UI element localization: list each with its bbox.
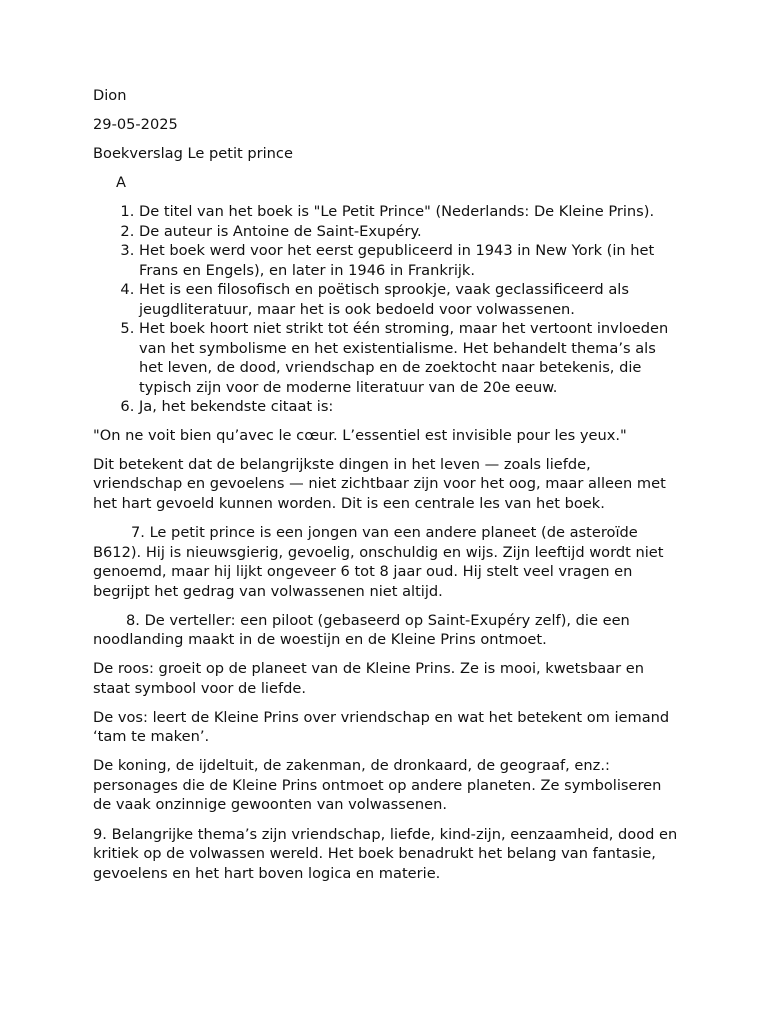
quote: "On ne voit bien qu’avec le cœur. L’essentiel est invisible pour les yeux." — [93, 426, 627, 444]
answer-6: 6. Ja, het bekendste citaat is: — [139, 397, 683, 417]
answer-2: 2. De auteur is Antoine de Saint-Exupéry. — [139, 222, 683, 242]
answer-1: 1. De titel van het boek is "Le Petit Prince" (Nederlands: De Kleine Prins). — [139, 202, 683, 222]
other-characters: De koning, de ijdeltuit, de zakenman, de dronkaard, de geograaf, enz.: personages die de Kleine Prins ontmoet op andere planeten. Ze symboliseren de vaak onzinnige gewoonten van volwassenen. — [93, 757, 662, 814]
answer-8: 8. De verteller: een piloot (gebaseerd op Saint-Exupéry zelf), die een noodlanding maakt in de woestijn en de Kleine Prins ontmoet. — [93, 611, 630, 649]
document-page — [93, 86, 683, 893]
author-name: Dion — [93, 87, 127, 104]
answer-5: 5. Het boek hoort niet strikt tot één stroming, maar het vertoont invloeden van het symbolisme en het existentialisme. Het behandelt thema’s als het leven, de dood, vriendschap en de zoektocht naar betekenis, die typisch zijn voor de moderne literatuur van de 20e eeuw. — [139, 319, 683, 397]
answers-list — [93, 202, 683, 417]
document-title: Boekverslag Le petit prince — [93, 145, 293, 163]
answer-4: 4. Het is een filosofisch en poëtisch sprookje, vaak geclassificeerd als jeugdliteratuur, maar het is ook bedoeld voor volwassenen. — [139, 280, 683, 319]
quote-explanation: Dit betekent dat de belangrijkste dingen in het leven — zoals liefde, vriendschap en gevoelens — niet zichtbaar zijn voor het oog, maar alleen met het hart gevoeld kunnen worden. Dit is een centrale les van het boek. — [93, 455, 666, 512]
document-date: 29-05-2025 — [93, 116, 178, 134]
answer-7: 7. Le petit prince is een jongen van een andere planeet (de asteroïde B612). Hij is nieuwsgierig, gevoelig, onschuldig en wijs. Zijn leeftijd wordt niet genoemd, maar hij lijkt ongeveer 6 tot 8 jaar oud. Hij stelt veel vragen en begrijpt het gedrag van volwassenen niet altijd. — [93, 524, 664, 600]
character-roos: De roos: groeit op de planeet van de Kleine Prins. Ze is mooi, kwetsbaar en staat symbool voor de liefde. — [93, 660, 644, 697]
character-vos: De vos: leert de Kleine Prins over vriendschap en wat het betekent om iemand ‘tam te maken’. — [93, 708, 670, 746]
answer-9: 9. Belangrijke thema’s zijn vriendschap, liefde, kind-zijn, eenzaamheid, dood en kritiek op de volwassen wereld. Het boek benadrukt het belang van fantasie, gevoelens en het hart boven logica en materie. — [93, 825, 678, 882]
answer-3: 3. Het boek werd voor het eerst gepubliceerd in 1943 in New York (in het Frans en Engels), en later in 1946 in Frankrijk. — [139, 241, 683, 280]
section-label: A — [116, 174, 126, 192]
